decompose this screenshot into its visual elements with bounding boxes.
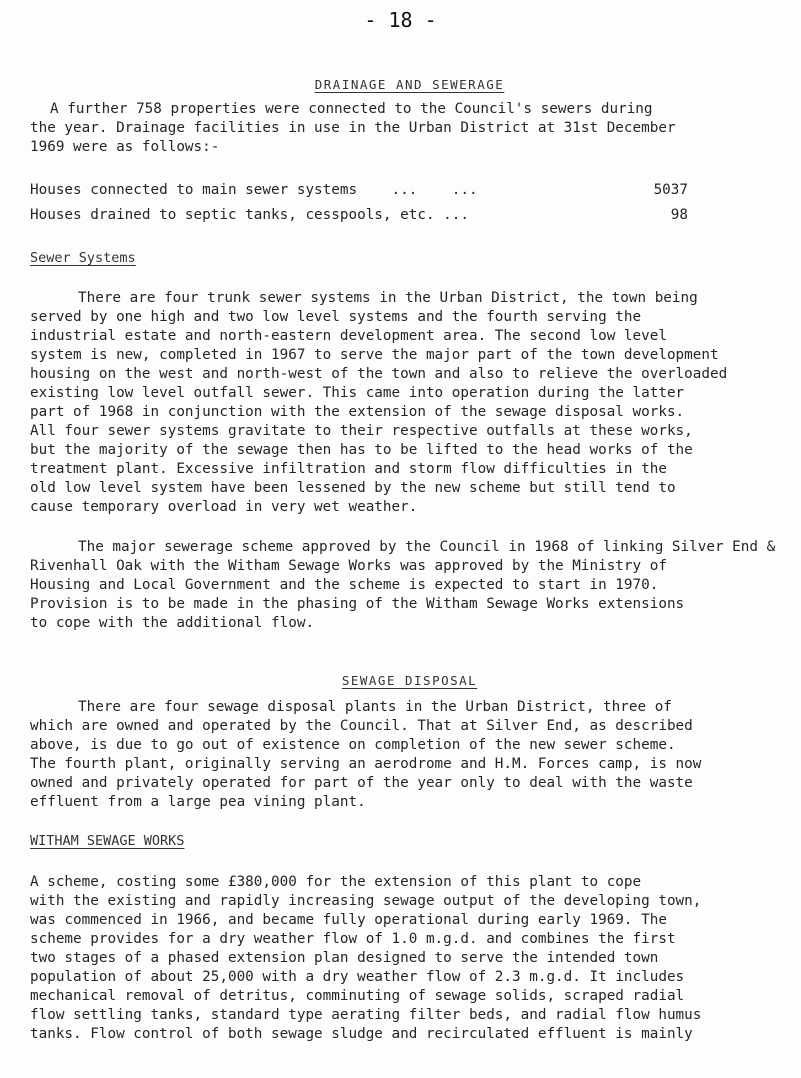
paragraph-line: flow settling tanks, standard type aerating filter beds, and radial flow humus xyxy=(30,1007,702,1023)
paragraph-line: above, is due to go out of existence on completion of the new sewer scheme. xyxy=(30,737,676,753)
paragraph-line: All four sewer systems gravitate to their respective outfalls at these works, xyxy=(30,423,693,439)
page-title xyxy=(0,62,801,92)
paragraph-line: A scheme, costing some £380,000 for the extension of this plant to cope xyxy=(30,874,642,890)
section-heading-witham-works: WITHAM SEWAGE WORKS xyxy=(30,833,185,849)
paragraph-line: to cope with the additional flow. xyxy=(30,615,315,631)
paragraph-line: Provision is to be made in the phasing of the Witham Sewage Works extensions xyxy=(30,596,685,612)
paragraph-line: effluent from a large pea vining plant. xyxy=(30,794,366,810)
paragraph-line: Housing and Local Government and the scheme is expected to start in 1970. xyxy=(30,577,659,593)
paragraph-line: industrial estate and north-eastern development area. The second low level xyxy=(30,328,667,344)
paragraph-line: housing on the west and north-west of the town and also to relieve the overloaded xyxy=(30,366,728,382)
intro-line-3: 1969 were as follows:- xyxy=(30,139,220,155)
paragraph-line: The major sewerage scheme approved by the Council in 1968 of linking Silver End & xyxy=(78,539,776,555)
paragraph-line: but the majority of the sewage then has to be lifted to the head works of the xyxy=(30,442,693,458)
paragraph-line: treatment plant. Excessive infiltration and storm flow difficulties in the xyxy=(30,461,667,477)
paragraph-line: two stages of a phased extension plan designed to serve the intended town xyxy=(30,950,659,966)
summary-value-septic: 98 xyxy=(670,207,688,223)
paragraph-line: There are four sewage disposal plants in the Urban District, three of xyxy=(78,699,672,715)
paragraph-line: with the existing and rapidly increasing sewage output of the developing town, xyxy=(30,893,702,909)
section-heading-sewage-disposal xyxy=(0,658,801,688)
paragraph-line: scheme provides for a dry weather flow of 1.0 m.g.d. and combines the first xyxy=(30,931,676,947)
paragraph-line: owned and privately operated for part of the year only to deal with the waste xyxy=(30,775,693,791)
page-number: - 18 - xyxy=(364,8,437,32)
summary-label-main-sewer: Houses connected to main sewer systems ... ... xyxy=(30,182,478,198)
summary-label-septic: Houses drained to septic tanks, cesspools, etc. ... xyxy=(30,207,469,223)
paragraph-line: old low level system have been lessened by the new scheme but still tend to xyxy=(30,480,676,496)
intro-line-2: the year. Drainage facilities in use in the Urban District at 31st December xyxy=(30,120,676,136)
paragraph-line: was commenced in 1966, and became fully operational during early 1969. The xyxy=(30,912,667,928)
paragraph-line: system is new, completed in 1967 to serve the major part of the town development xyxy=(30,347,719,363)
paragraph-line: population of about 25,000 with a dry weather flow of 2.3 m.g.d. It includes xyxy=(30,969,685,985)
paragraph-line: part of 1968 in conjunction with the extension of the sewage disposal works. xyxy=(30,404,685,420)
paragraph-line: mechanical removal of detritus, comminuting of sewage solids, scraped radial xyxy=(30,988,685,1004)
page-title-text: DRAINAGE AND SEWERAGE xyxy=(314,77,505,92)
paragraph-line: cause temporary overload in very wet weather. xyxy=(30,499,418,515)
summary-value-main-sewer: 5037 xyxy=(653,182,688,198)
paragraph-line: There are four trunk sewer systems in the Urban District, the town being xyxy=(78,290,698,306)
paragraph-line: tanks. Flow control of both sewage sludge and recirculated effluent is mainly xyxy=(30,1026,693,1042)
paragraph-line: The fourth plant, originally serving an aerodrome and H.M. Forces camp, is now xyxy=(30,756,702,772)
paragraph-line: existing low level outfall sewer. This came into operation during the latter xyxy=(30,385,685,401)
paragraph-line: which are owned and operated by the Council. That at Silver End, as described xyxy=(30,718,693,734)
section-heading-sewage-disposal-text: SEWAGE DISPOSAL xyxy=(341,673,478,688)
paragraph-line: served by one high and two low level systems and the fourth serving the xyxy=(30,309,642,325)
section-heading-sewer-systems: Sewer Systems xyxy=(30,250,136,266)
paragraph-line: Rivenhall Oak with the Witham Sewage Works was approved by the Ministry of xyxy=(30,558,667,574)
intro-line-1: A further 758 properties were connected to the Council's sewers during xyxy=(50,101,653,117)
